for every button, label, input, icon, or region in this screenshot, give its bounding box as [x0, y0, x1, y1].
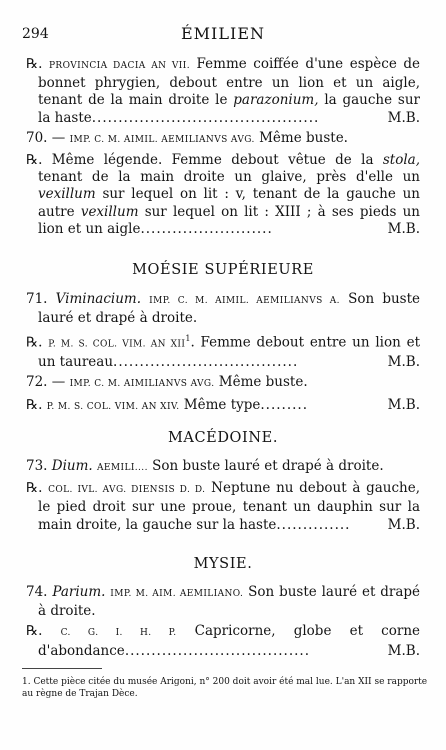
section-heading: MACÉDOINE.	[167, 430, 279, 446]
section-heading: MOÉSIE SUPÉRIEURE	[132, 262, 314, 278]
section-entries	[26, 291, 420, 416]
footnote-rule	[22, 668, 102, 669]
page-number: 294	[22, 26, 49, 42]
section-entries	[26, 584, 420, 660]
top-entries	[26, 56, 420, 238]
coin-entry: 72. — IMP. C. M. AIMILIANVS AVG. Même buste.	[26, 374, 308, 391]
coin-entry: 71. Viminacium. IMP. C. M. AIMIL. AEMILIANVS A. Son buste lauré et drapé à droite.	[26, 291, 421, 327]
reverse-entry: ℞. COL. IVL. AVG. DIENSIS D. D. Neptune nu debout à gauche, le pied droit sur une proue, tenant un dauphin sur la main droite, la gauche sur la haste.............. M.B.	[26, 480, 420, 533]
section-entries	[26, 458, 420, 534]
reference: M.B.	[387, 642, 420, 659]
footnote: 1. Cette pièce citée du musée Arigoni, n° 200 doit avoir été mal lue. L'an XII se rapporte au règne de Trajan Dèce.	[22, 677, 428, 699]
coin-entry: 70. — IMP. C. M. AIMIL. AEMILIANVS AVG. Même buste.	[26, 129, 348, 146]
reference: M.B.	[387, 396, 420, 413]
page-header	[22, 24, 424, 46]
reference: M.B.	[387, 220, 420, 237]
section-heading: MYSIE.	[193, 556, 253, 572]
reverse-entry: ℞. Même légende. Femme debout vêtue de la stola, tenant de la main droite un glaive, près d'elle un vexillum sur lequel on lit : v, tenant de la gauche un autre vexillum sur lequel on lit : XIII ; à ses pieds un lion et un aigle......................... M.B.	[26, 152, 420, 237]
reference: M.B.	[387, 109, 420, 126]
reverse-entry: ℞. P. M. S. COL. VIM. AN XII$^1$. Femme debout entre un lion et un taureau................................... M.B.	[26, 334, 420, 371]
reference: M.B.	[387, 516, 420, 533]
reference: M.B.	[387, 354, 420, 371]
coin-entry: 74. Parium. IMP. M. AIM. AEMILIANO. Son buste lauré et drapé à droite.	[26, 584, 421, 620]
coin-entry: 73. Dium. AEMILI.... Son buste lauré et drapé à droite.	[26, 458, 384, 474]
running-title: ÉMILIEN	[180, 24, 265, 43]
reverse-entry: ℞. P. M. S. COL. VIM. AN XIV. Même type......... M.B.	[26, 396, 420, 413]
reverse-entry: ℞. PROVINCIA DACIA AN VII. Femme coiffée d'une espèce de bonnet phrygien, debout entre un lion et un aigle, tenant de la main droite le parazonium, la gauche sur la haste........................................... M.B.	[26, 56, 421, 126]
reverse-entry: ℞. C. G. I. H. P. Capricorne, globe et corne d'abondance................................... M.B.	[26, 623, 421, 659]
footnote-marker: 1	[185, 334, 191, 344]
